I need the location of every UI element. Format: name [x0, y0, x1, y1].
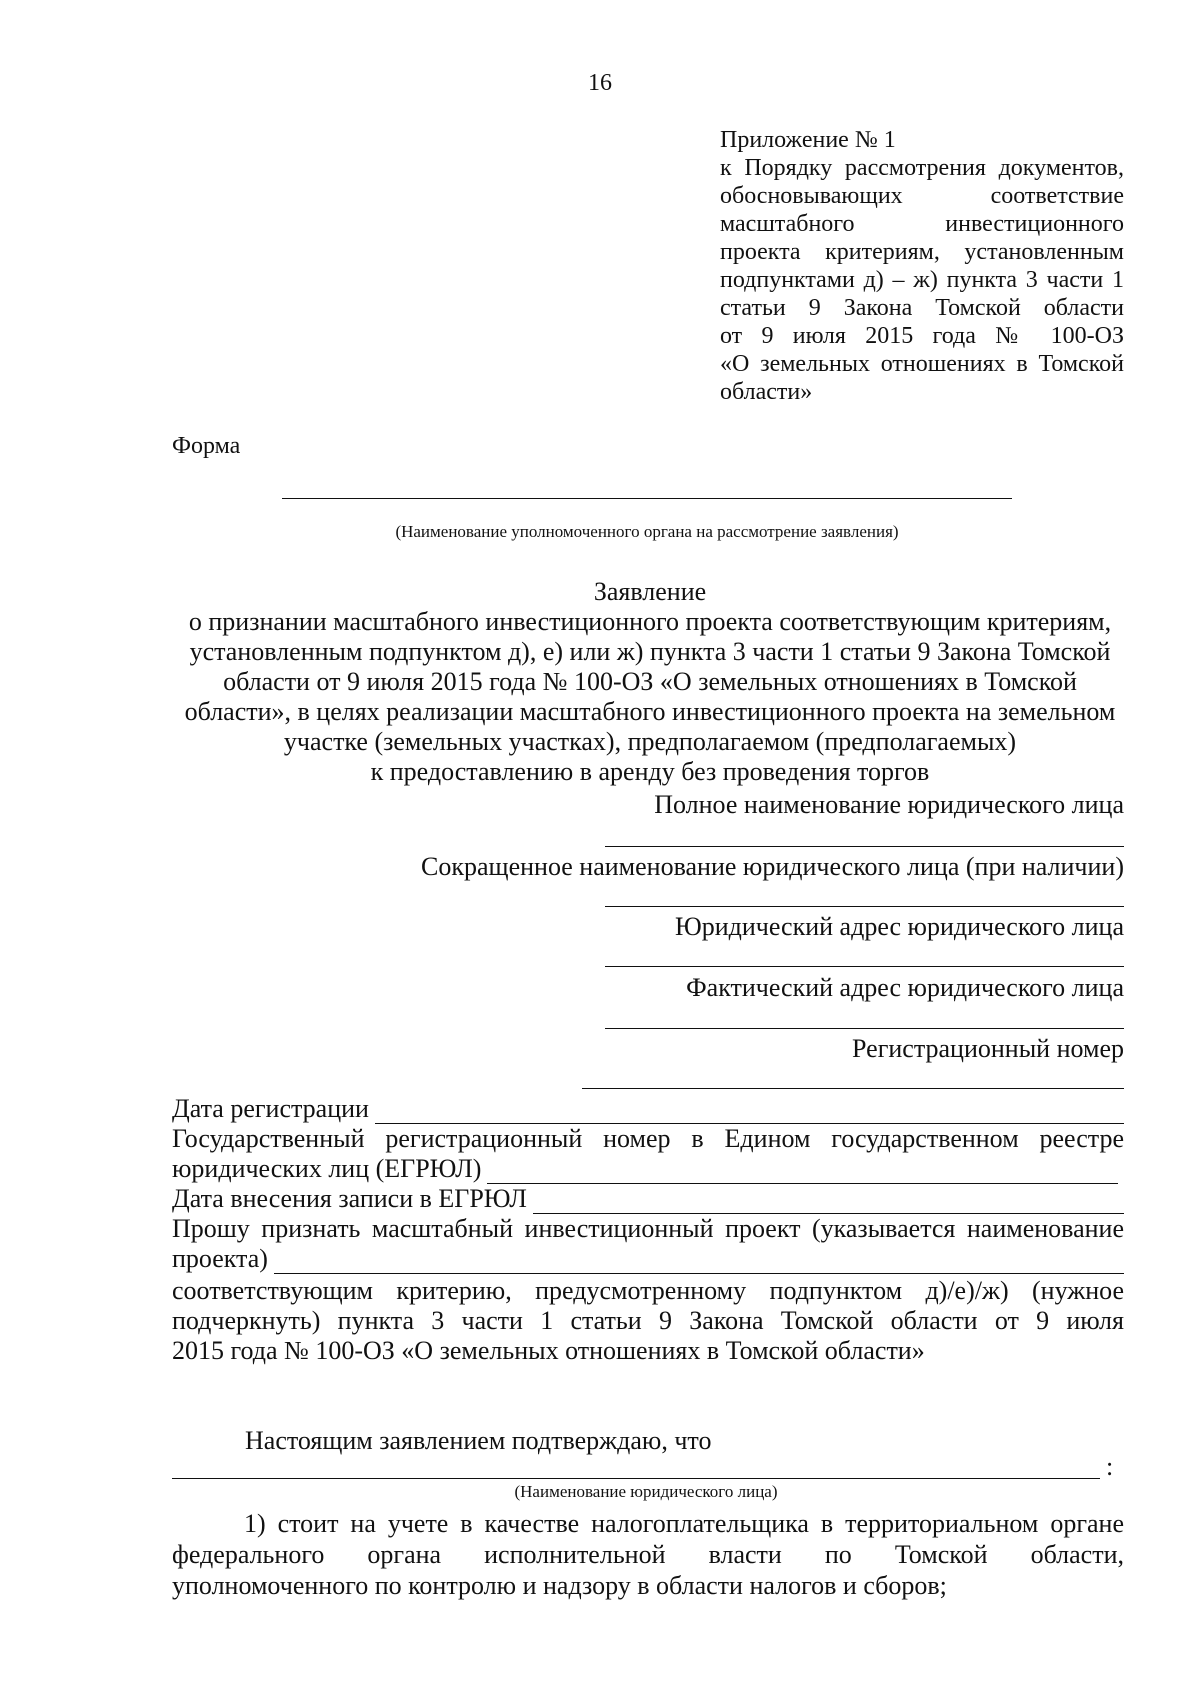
- form-label: Форма: [172, 433, 241, 459]
- appendix-line: подпунктами д) – ж) пункта 3 части 1: [720, 267, 1124, 293]
- reg-date-line[interactable]: [375, 1101, 1124, 1124]
- document-subtitle: [172, 607, 1128, 787]
- egrul-line: Государственный регистрационный номер в Едином государственном реестре: [172, 1124, 1124, 1153]
- item-line: уполномоченного по контролю и надзору в области налогов и сборов;: [172, 1571, 947, 1600]
- legal-entity-caption: (Наименование юридического лица): [514, 1482, 778, 1501]
- project-name-line[interactable]: [274, 1251, 1124, 1274]
- actual-address-label: Фактический адрес юридического лица: [686, 973, 1124, 1002]
- item-line: 1) стоит на учете в качестве налогоплательщика в территориальном органе: [244, 1509, 1124, 1538]
- appendix-line: проекта критериям, установленным: [720, 239, 1124, 265]
- criteria-text: [172, 1276, 1124, 1366]
- org-name-line[interactable]: [282, 498, 1012, 499]
- reg-number-line[interactable]: [582, 1088, 1124, 1089]
- appendix-line: области»: [720, 379, 813, 405]
- project-name-row: [172, 1244, 1124, 1274]
- criteria-line: соответствующим критерию, предусмотренному подпунктом д)/е)/ж) (нужное: [172, 1276, 1124, 1305]
- reg-date-label: Дата регистрации: [172, 1094, 369, 1123]
- appendix-line: масштабного инвестиционного: [720, 211, 1124, 237]
- subtitle-line: области от 9 июля 2015 года № 100-ОЗ «О земельных отношениях в Томской: [223, 667, 1077, 696]
- short-name-label: Сокращенное наименование юридического лица (при наличии): [421, 852, 1124, 881]
- subtitle-line: участке (земельных участках), предполагаемом (предполагаемых): [283, 727, 1017, 756]
- appendix-line: «О земельных отношениях в Томской: [720, 351, 1124, 377]
- legal-entity-name-line[interactable]: [172, 1478, 1100, 1479]
- confirm-text: Настоящим заявлением подтверждаю, что: [245, 1426, 712, 1455]
- appendix-line: от 9 июля 2015 года № 100-ОЗ: [720, 323, 1124, 349]
- reg-date-row: [172, 1094, 1124, 1124]
- request-line: Прошу признать масштабный инвестиционный проект (указывается наименование: [172, 1214, 1124, 1243]
- criteria-line: 2015 года № 100-ОЗ «О земельных отношениях в Томской области»: [172, 1336, 925, 1365]
- appendix-line: статьи 9 Закона Томской области: [720, 295, 1124, 321]
- appendix-line: Приложение № 1: [720, 127, 896, 153]
- appendix-block: [720, 126, 1124, 406]
- full-name-line[interactable]: [605, 846, 1124, 847]
- document-title: Заявление: [593, 577, 707, 606]
- colon-mark: :: [1106, 1452, 1114, 1481]
- egrul-date-label: Дата внесения записи в ЕГРЮЛ: [172, 1184, 527, 1213]
- reg-number-label: Регистрационный номер: [852, 1034, 1124, 1063]
- egrul-number-line[interactable]: [487, 1161, 1118, 1184]
- egrul-date-line[interactable]: [533, 1191, 1124, 1214]
- project-label: проекта): [172, 1244, 268, 1273]
- actual-address-line[interactable]: [605, 1028, 1124, 1029]
- appendix-line: обосновывающих соответствие: [720, 183, 1124, 209]
- short-name-line[interactable]: [605, 906, 1124, 907]
- org-name-caption: (Наименование уполномоченного органа на рассмотрение заявления): [395, 522, 899, 541]
- item-line: федерального органа исполнительной власти по Томской области,: [172, 1540, 1124, 1569]
- egrul-date-row: [172, 1184, 1124, 1214]
- subtitle-line: установленным подпунктом д), е) или ж) пункта 3 части 1 статьи 9 Закона Томской: [189, 637, 1111, 666]
- criteria-line: подчеркнуть) пункта 3 части 1 статьи 9 Закона Томской области от 9 июля: [172, 1306, 1124, 1335]
- egrul-number-row: [172, 1154, 1118, 1184]
- list-item: [172, 1508, 1124, 1601]
- page-number: 16: [588, 70, 612, 96]
- subtitle-line: области», в целях реализации масштабного инвестиционного проекта на земельном: [184, 697, 1116, 726]
- request-text: [172, 1214, 1124, 1244]
- egrul-number-text: [172, 1124, 1124, 1154]
- full-name-label: Полное наименование юридического лица: [654, 790, 1124, 819]
- egrul-label: юридических лиц (ЕГРЮЛ): [172, 1154, 482, 1183]
- legal-address-label: Юридический адрес юридического лица: [675, 912, 1124, 941]
- subtitle-line: о признании масштабного инвестиционного проекта соответствующим критериям,: [188, 607, 1112, 636]
- legal-address-line[interactable]: [605, 966, 1124, 967]
- subtitle-line: к предоставлению в аренду без проведения торгов: [370, 757, 930, 786]
- appendix-line: к Порядку рассмотрения документов,: [720, 155, 1124, 181]
